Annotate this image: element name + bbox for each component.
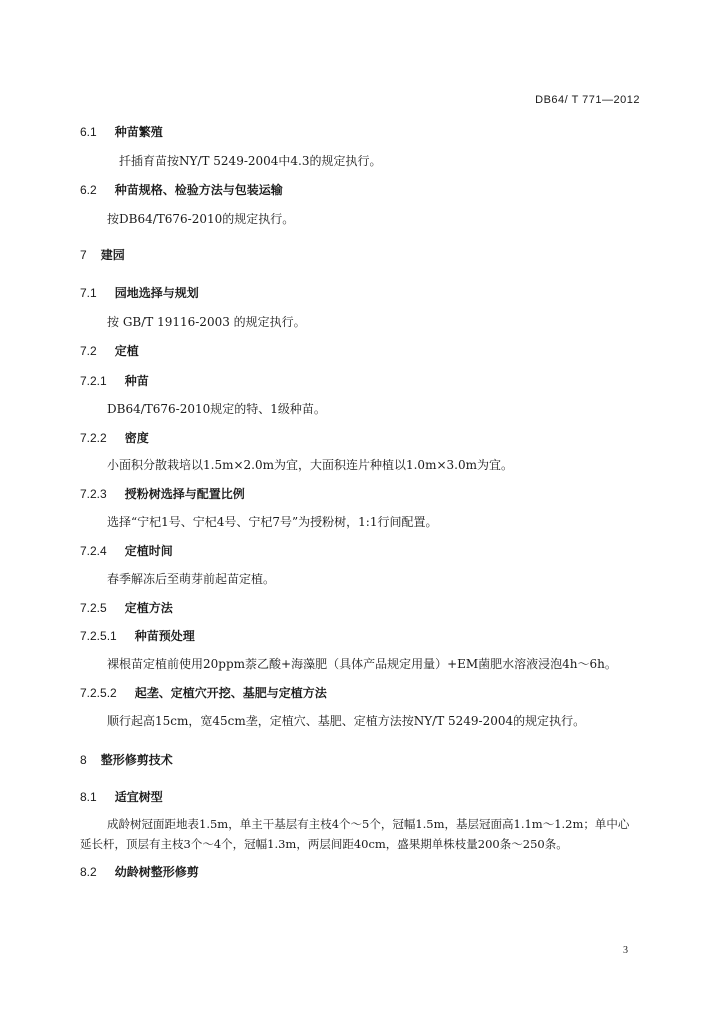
paragraph-7-2-2: 小面积分散栽培以1.5m×2.0m为宜，大面积连片种植以1.0m×3.0m为宜。	[107, 458, 513, 472]
section-title: 密度	[124, 431, 149, 445]
section-title: 适宜树型	[114, 790, 163, 804]
paragraph-8-1-line1: 成龄树冠面距地表1.5m，单主干基层有主枝4个～5个，冠幅1.5m，基层冠面高1.1m～1.2m；单中心	[107, 817, 630, 831]
heading-7-2-5-1	[80, 628, 195, 644]
heading-7-2-4	[80, 543, 173, 559]
section-number: 8.1	[80, 790, 97, 804]
section-title: 授粉树选择与配置比例	[124, 487, 245, 501]
section-title: 种苗规格、检验方法与包装运输	[114, 183, 283, 197]
paragraph-7-2-1: DB64/T676-2010规定的特、1级种苗。	[107, 402, 326, 416]
heading-7-2-5-2	[80, 685, 327, 701]
section-number: 8.2	[80, 865, 97, 879]
page-number: 3	[623, 945, 628, 956]
heading-8-2	[80, 864, 199, 880]
section-title: 幼龄树整形修剪	[114, 865, 199, 879]
heading-7-2-2	[80, 430, 149, 446]
section-number: 7.2.3	[80, 487, 107, 501]
heading-7-2-1	[80, 373, 149, 389]
section-number: 7.2.5.2	[80, 686, 117, 700]
heading-8	[80, 752, 173, 768]
paragraph-6-2: 按DB64/T676-2010的规定执行。	[107, 212, 295, 226]
section-title: 种苗繁殖	[114, 125, 163, 139]
section-title: 种苗预处理	[134, 629, 195, 643]
section-number: 7.2.4	[80, 544, 107, 558]
section-number: 6.2	[80, 183, 97, 197]
section-title: 定植方法	[124, 601, 173, 615]
heading-7-2	[80, 343, 139, 359]
section-number: 6.1	[80, 125, 97, 139]
section-number: 8	[80, 753, 87, 767]
standard-code: DB64/ T 771—2012	[535, 94, 640, 106]
section-title: 整形修剪技术	[100, 753, 173, 767]
section-number: 7.1	[80, 286, 97, 300]
section-title: 种苗	[124, 374, 149, 388]
section-title: 定植时间	[124, 544, 173, 558]
section-title: 起垄、定植穴开挖、基肥与定植方法	[134, 686, 327, 700]
heading-7-1	[80, 285, 199, 301]
heading-7	[80, 247, 125, 263]
heading-6-1	[80, 124, 163, 140]
heading-8-1	[80, 789, 163, 805]
paragraph-7-1: 按 GB/T 19116-2003 的规定执行。	[107, 315, 306, 329]
section-title: 建园	[100, 248, 125, 262]
heading-7-2-3	[80, 486, 245, 502]
paragraph-8-1-line2: 延长杆，顶层有主枝3个～4个，冠幅1.3m，两层间距40cm，盛果期单株枝量200条～250条。	[80, 837, 568, 851]
section-title: 定植	[114, 344, 139, 358]
heading-6-2	[80, 182, 283, 198]
section-number: 7	[80, 248, 87, 262]
section-number: 7.2	[80, 344, 97, 358]
heading-7-2-5	[80, 600, 173, 616]
section-title: 园地选择与规划	[114, 286, 199, 300]
paragraph-7-2-4: 春季解冻后至萌芽前起苗定植。	[107, 572, 276, 586]
paragraph-7-2-5-1: 裸根苗定植前使用20ppm萘乙酸+海藻肥（具体产品规定用量）+EM菌肥水溶液浸泡4h～6h。	[107, 657, 617, 671]
section-number: 7.2.1	[80, 374, 107, 388]
paragraph-7-2-5-2: 顺行起高15cm，宽45cm垄，定植穴、基肥、定植方法按NY/T 5249-2004的规定执行。	[107, 714, 586, 728]
section-number: 7.2.2	[80, 431, 107, 445]
section-number: 7.2.5.1	[80, 629, 117, 643]
paragraph-6-1: 扦插育苗按NY/T 5249-2004中4.3的规定执行。	[119, 154, 382, 168]
section-number: 7.2.5	[80, 601, 107, 615]
paragraph-7-2-3: 选择“宁杞1号、宁杞4号、宁杞7号”为授粉树，1:1行间配置。	[107, 515, 438, 529]
